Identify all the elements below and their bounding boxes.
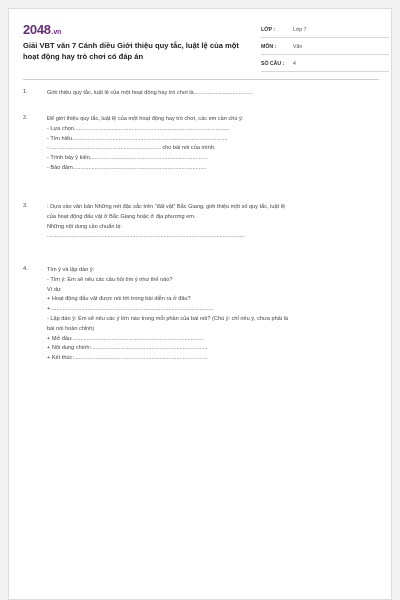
meta-table bbox=[261, 21, 389, 72]
meta-row-question-count bbox=[261, 55, 389, 72]
question-line: Tìm ý và lập dàn ý: bbox=[47, 267, 95, 273]
question-number: 2. bbox=[23, 115, 28, 121]
logo-text: 2048 bbox=[23, 22, 51, 37]
question-line: Những nội dung cần chuẩn bị: bbox=[47, 223, 122, 230]
question-number: 1. bbox=[23, 89, 28, 95]
site-logo[interactable] bbox=[23, 22, 61, 37]
question-2 bbox=[23, 115, 383, 174]
question-line: + Kết thúc:...................................................................................... bbox=[47, 355, 208, 362]
question-line: +......................................................................................................... bbox=[47, 306, 214, 313]
question-line: Để giới thiệu quy tắc, luật lệ của một hoạt động hay trò chơi, các em cần chú ý: bbox=[47, 116, 244, 122]
meta-row-subject bbox=[261, 38, 389, 55]
header-divider bbox=[23, 79, 379, 80]
meta-value: Văn bbox=[293, 44, 303, 50]
meta-key: MÔN : bbox=[261, 44, 277, 50]
question-line: - Trình bày ý kiến............................................................................ bbox=[47, 155, 209, 162]
question-line: - Bảo đảm...................................................................................... bbox=[47, 164, 207, 171]
document-title: Giải VBT văn 7 Cánh diều Giới thiệu quy tắc, luật lệ của một hoạt động hay trò chơi có đáp án bbox=[23, 41, 239, 61]
question-line: + Mở đầu:.................................................................................... bbox=[47, 335, 204, 342]
question-line: Ví dụ: bbox=[47, 286, 62, 293]
question-line: + Nội dung chính:........................................................................... bbox=[47, 345, 208, 352]
question-line: bài nói hoàn chỉnh) bbox=[47, 325, 95, 332]
question-line: Giới thiệu quy tắc, luật lệ của một hoạt động hay trò chơi là...................................... bbox=[47, 90, 253, 96]
question-number: 4. bbox=[23, 266, 28, 272]
question-line: + Hoạt động đấu vật được nói tới trong bài diễn ra ở đâu? bbox=[47, 296, 191, 303]
question-line: của hoạt động đấu vật ở Bắc Giang hoặc ở địa phương em. bbox=[47, 213, 196, 220]
meta-row-class bbox=[261, 21, 389, 38]
question-line: - Lựa chọn.................................................................................................... bbox=[47, 125, 230, 132]
question-line: : Dựa vào văn bản Những nét đặc sắc trên "đất vật" Bắc Giang, giới thiệu một số quy tắc, luật lệ bbox=[47, 204, 286, 210]
question-line: - Tìm hiểu.................................................................................................... bbox=[47, 135, 228, 142]
question-number: 3. bbox=[23, 203, 28, 209]
logo-suffix: .vn bbox=[51, 29, 61, 36]
question-3 bbox=[23, 203, 383, 242]
meta-value: 4 bbox=[293, 61, 296, 67]
question-line: -........................................................................ cho bài nói của mình. bbox=[47, 145, 216, 152]
document-page bbox=[8, 8, 392, 600]
question-line: - Tìm ý: Em sẽ nêu các câu hỏi tìm ý như thế nào? bbox=[47, 276, 173, 283]
question-4 bbox=[23, 266, 383, 364]
meta-value: Lớp 7 bbox=[293, 27, 307, 33]
question-line: - Lập dàn ý: Em sẽ nêu các ý lớn nào trong mỗi phần của bài nói? (Chú ý: chỉ nêu ý, chưa phải là bbox=[47, 315, 288, 322]
question-1 bbox=[23, 89, 383, 99]
question-line: ............................................................................................................................... bbox=[47, 233, 245, 240]
meta-key: SỐ CÂU : bbox=[261, 61, 285, 67]
meta-key: LỚP : bbox=[261, 27, 276, 33]
